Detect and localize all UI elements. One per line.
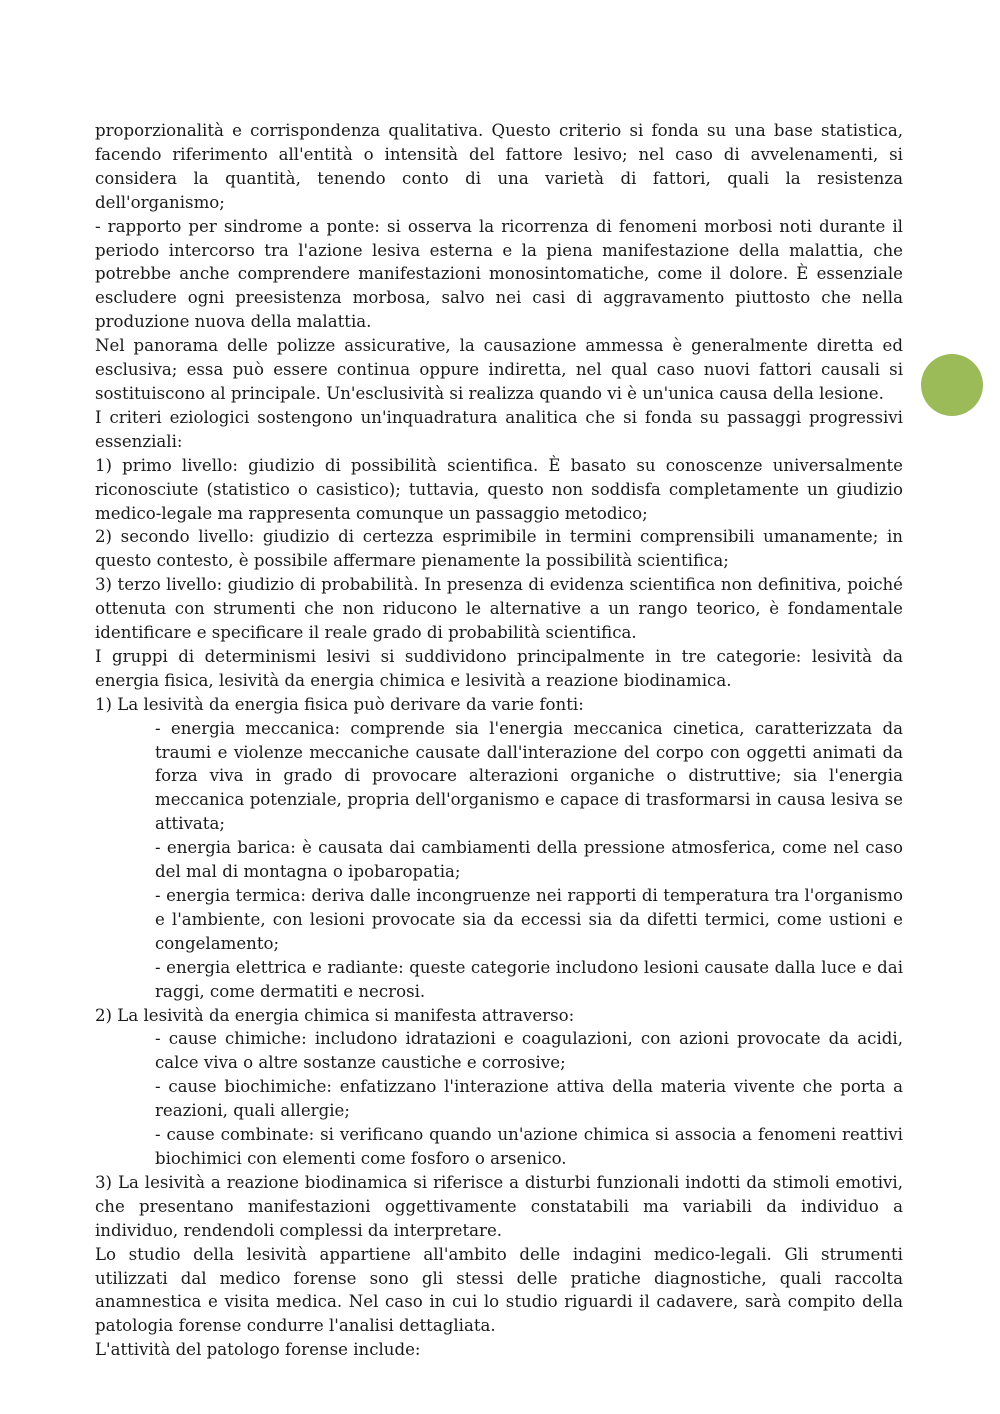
paragraph: proporzionalità e corrispondenza qualitativa. Questo criterio si fonda su una base statistica, facendo riferimento all'entità o intensità del fattore lesivo; nel caso di avvelenamenti, si considera la quantità, tenendo conto di una varietà di fattori, quali la resistenza dell'organismo; [95, 121, 903, 212]
paragraph: I gruppi di determinismi lesivi si suddividono principalmente in tre categorie: lesività da energia fisica, lesività da energia chimica e lesività a reazione biodinamica. [95, 646, 903, 690]
sub-list-item: - energia barica: è causata dai cambiamenti della pressione atmosferica, come nel caso del mal di montagna o ipobaropatia; [155, 838, 903, 882]
sub-list-item: - cause chimiche: includono idratazioni e coagulazioni, con azioni provocate da acidi, calce viva o altre sostanze caustiche e corrosive; [155, 1029, 903, 1073]
list-item: 3) terzo livello: giudizio di probabilità. In presenza di evidenza scientifica non definitiva, poiché ottenuta con strumenti che non riducono le alternative a un rango teorico, è fondamentale identificare e specificare il reale grado di probabilità scientifica. [95, 575, 903, 643]
sub-list-item: - cause combinate: si verificano quando un'azione chimica si associa a fenomeni reattivi biochimici con elementi come fosforo o arsenico. [155, 1125, 903, 1168]
paragraph: Lo studio della lesività appartiene all'ambito delle indagini medico-legali. Gli strumenti utilizzati dal medico forense sono gli stessi delle pratiche diagnostiche, quali raccolta anamnestica e visita medica. Nel caso in cui lo studio riguardi il cadavere, sarà compito della patologia forense condurre l'analisi dettagliata. [95, 1244, 903, 1336]
list-item: 1) primo livello: giudizio di possibilità scientifica. È basato su conoscenze universalmente riconosciute (statistico o casistico); tuttavia, questo non soddisfa completamente un giudizio medico-legale ma rappresenta comunque un passaggio metodico; [95, 455, 903, 523]
sub-list-item: - cause biochimiche: enfatizzano l'interazione attiva della materia vivente che porta a reazioni, quali allergie; [155, 1077, 903, 1121]
list-item: 2) secondo livello: giudizio di certezza esprimibile in termini comprensibili umanamente; in questo contesto, è possibile affermare pienamente la possibilità scientifica; [95, 527, 903, 571]
sub-list-item: - energia elettrica e radiante: queste categorie includono lesioni causate dalla luce e dai raggi, come dermatiti e necrosi. [155, 957, 903, 1001]
paragraph: L'attività del patologo forense include: [95, 1340, 421, 1360]
sub-list-item: - energia termica: deriva dalle incongruenze nei rapporti di temperatura tra l'organismo e l'ambiente, con lesioni provocate sia da eccessi sia da difetti termici, come ustioni e congelamento; [155, 886, 903, 953]
list-item: 1) La lesività da energia fisica può derivare da varie fonti: [95, 694, 584, 714]
list-item: 2) La lesività da energia chimica si manifesta attraverso: [95, 1005, 575, 1025]
sub-list-item: - energia meccanica: comprende sia l'energia meccanica cinetica, caratterizzata da traumi e violenze meccaniche causate dall'interazione del corpo con oggetti animati da forza viva in grado di provocare alterazioni organiche o distruttive; sia l'energia meccanica potenziale, propria dell'organismo e capace di trasformarsi in causa lesiva se attivata; [155, 718, 903, 834]
paragraph: Nel panorama delle polizze assicurative, la causazione ammessa è generalmente diretta ed esclusiva; essa può essere continua oppure indiretta, nel qual caso nuovi fattori causali si sostituiscono al principale. Un'esclusività si realizza quando vi è un'unica causa della lesione. [95, 336, 903, 403]
list-item: 3) La lesività a reazione biodinamica si riferisce a disturbi funzionali indotti da stimoli emotivi, che presentano manifestazioni oggettivamente constatabili ma variabili da individuo a individuo, rendendoli complessi da interpretare. [95, 1172, 903, 1240]
list-item: - rapporto per sindrome a ponte: si osserva la ricorrenza di fenomeni morbosi noti durante il periodo intercorso tra l'azione lesiva esterna e la piena manifestazione della malattia, che potrebbe anche comprendere manifestazioni monosintomatiche, come il dolore. È essenziale escludere ogni preesistenza morbosa, salvo nei casi di aggravamento piuttosto che nella produzione nuova della malattia. [95, 216, 903, 332]
body-text [95, 119, 903, 1362]
green-circle-marker [921, 354, 983, 416]
paragraph: I criteri eziologici sostengono un'inquadratura analitica che si fonda su passaggi progressivi essenziali: [95, 407, 903, 451]
